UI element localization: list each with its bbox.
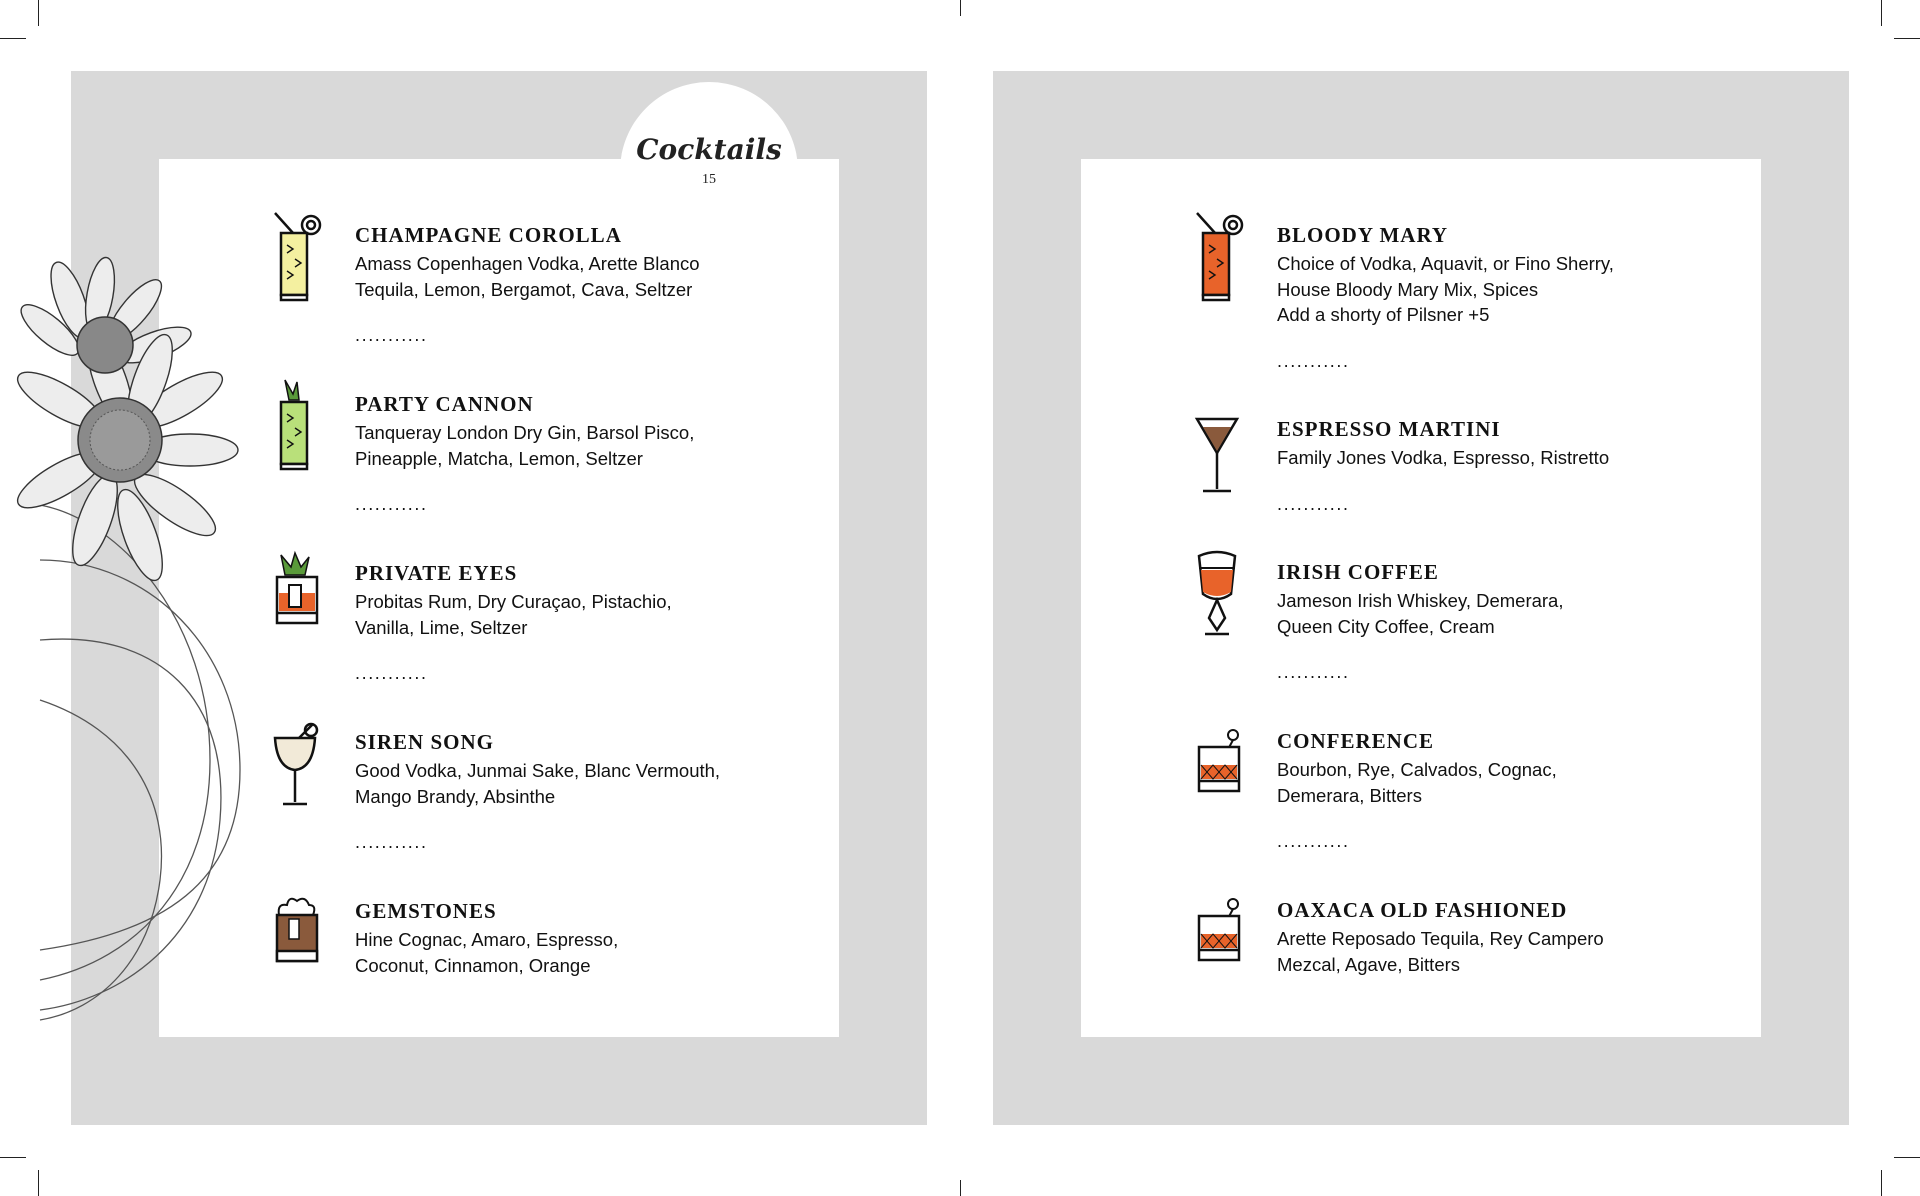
page-number: 15: [702, 172, 716, 187]
crop-mark: [38, 1170, 39, 1196]
cocktail-list-right: [1081, 159, 1761, 1037]
section-title: Cocktails: [636, 133, 782, 166]
cocktail-item: [1081, 715, 1761, 851]
cocktail-item: [159, 209, 839, 345]
ingredient-line: Mango Brandy, Absinthe: [355, 785, 556, 807]
cocktail-item: [1081, 209, 1761, 371]
crop-mark: [0, 1157, 26, 1158]
ingredient-line: Choice of Vodka, Aquavit, or Fino Sherry,: [1277, 253, 1614, 274]
rocks-foam-icon: [267, 885, 323, 985]
cocktail-name: PRIVATE EYES: [355, 561, 518, 585]
cocktail-item: [1081, 546, 1761, 682]
coupe-icon: [267, 716, 323, 816]
dotted-separator: ...........: [355, 832, 428, 852]
cocktail-ingredients: [1277, 588, 1697, 639]
cocktail-item: [1081, 403, 1761, 513]
ingredient-line: Coconut, Cinnamon, Orange: [355, 954, 591, 976]
ingredient-line: Probitas Rum, Dry Curaçao, Pistachio,: [355, 591, 672, 612]
cocktail-ingredients: [355, 251, 775, 302]
ingredient-line: Amass Copenhagen Vodka, Arette Blanco: [355, 253, 700, 274]
ingredient-line: Jameson Irish Whiskey, Demerara,: [1277, 590, 1564, 611]
crop-mark: [0, 38, 26, 39]
ingredient-line: Hine Cognac, Amaro, Espresso,: [355, 929, 619, 950]
cocktail-ingredients: [355, 758, 775, 809]
cocktail-item: [159, 547, 839, 683]
ingredient-line: Tanqueray London Dry Gin, Barsol Pisco,: [355, 422, 695, 443]
right-page: [993, 71, 1849, 1125]
cocktail-name: SIREN SONG: [355, 730, 494, 754]
dotted-separator: ...........: [1277, 662, 1350, 682]
cocktail-item: [159, 716, 839, 852]
ingredient-line: Mezcal, Agave, Bitters: [1277, 953, 1461, 975]
rocks-mint-icon: [267, 547, 323, 647]
highball-red-icon: [1189, 209, 1245, 309]
cocktail-name: IRISH COFFEE: [1277, 560, 1439, 584]
cocktail-ingredients: [355, 927, 775, 978]
cocktail-ingredients: [1277, 251, 1697, 328]
highball-lemon-icon: [267, 209, 323, 309]
crop-mark: [960, 1180, 961, 1196]
cocktail-name: BLOODY MARY: [1277, 223, 1449, 247]
crop-mark: [1894, 38, 1920, 39]
ingredient-line: Pineapple, Matcha, Lemon, Seltzer: [355, 447, 643, 469]
cocktail-item: [159, 885, 839, 995]
crop-mark: [1881, 0, 1882, 26]
crop-mark: [1881, 1170, 1882, 1196]
dotted-separator: ...........: [1277, 350, 1350, 371]
cocktail-ingredients: [1277, 757, 1697, 808]
ingredient-line: Good Vodka, Junmai Sake, Blanc Vermouth,: [355, 760, 721, 781]
cocktail-list-left: [159, 159, 839, 1037]
cocktail-name: ESPRESSO MARTINI: [1277, 417, 1501, 441]
martini-icon: [1189, 403, 1245, 503]
ingredient-line: House Bloody Mary Mix, Spices: [1277, 278, 1539, 300]
cocktail-item: [159, 378, 839, 514]
old-fashioned-icon: [1189, 715, 1245, 815]
cocktail-name: CHAMPAGNE COROLLA: [355, 223, 622, 247]
dotted-separator: ...........: [355, 494, 428, 514]
ingredient-line: Family Jones Vodka, Espresso, Ristretto: [1277, 447, 1610, 468]
dotted-separator: ...........: [1277, 831, 1350, 851]
ingredient-line: Add a shorty of Pilsner +5: [1277, 304, 1490, 325]
ingredient-line: Demerara, Bitters: [1277, 784, 1422, 806]
cocktail-name: CONFERENCE: [1277, 729, 1435, 753]
irish-coffee-icon: [1189, 546, 1245, 646]
highball-green-icon: [267, 378, 323, 478]
dotted-separator: ...........: [355, 325, 428, 345]
cocktail-item: [1081, 884, 1761, 994]
ingredient-line: Arette Reposado Tequila, Rey Campero: [1277, 928, 1604, 949]
ingredient-line: Vanilla, Lime, Seltzer: [355, 616, 528, 638]
cocktail-name: OAXACA OLD FASHIONED: [1277, 898, 1568, 922]
cocktail-ingredients: [355, 589, 775, 640]
crop-mark: [960, 0, 961, 16]
old-fashioned-icon: [1189, 884, 1245, 984]
crop-mark: [38, 0, 39, 26]
cocktail-ingredients: [1277, 445, 1697, 471]
ingredient-line: Queen City Coffee, Cream: [1277, 615, 1495, 637]
left-page: [71, 71, 927, 1125]
dotted-separator: ...........: [355, 663, 428, 683]
cocktail-ingredients: [1277, 926, 1697, 977]
ingredient-line: Bourbon, Rye, Calvados, Cognac,: [1277, 759, 1557, 780]
crop-mark: [1894, 1157, 1920, 1158]
cocktail-name: GEMSTONES: [355, 899, 497, 923]
cocktail-ingredients: [355, 420, 775, 471]
dotted-separator: ...........: [1277, 493, 1350, 514]
cocktail-name: PARTY CANNON: [355, 392, 534, 416]
ingredient-line: Tequila, Lemon, Bergamot, Cava, Seltzer: [355, 278, 693, 300]
